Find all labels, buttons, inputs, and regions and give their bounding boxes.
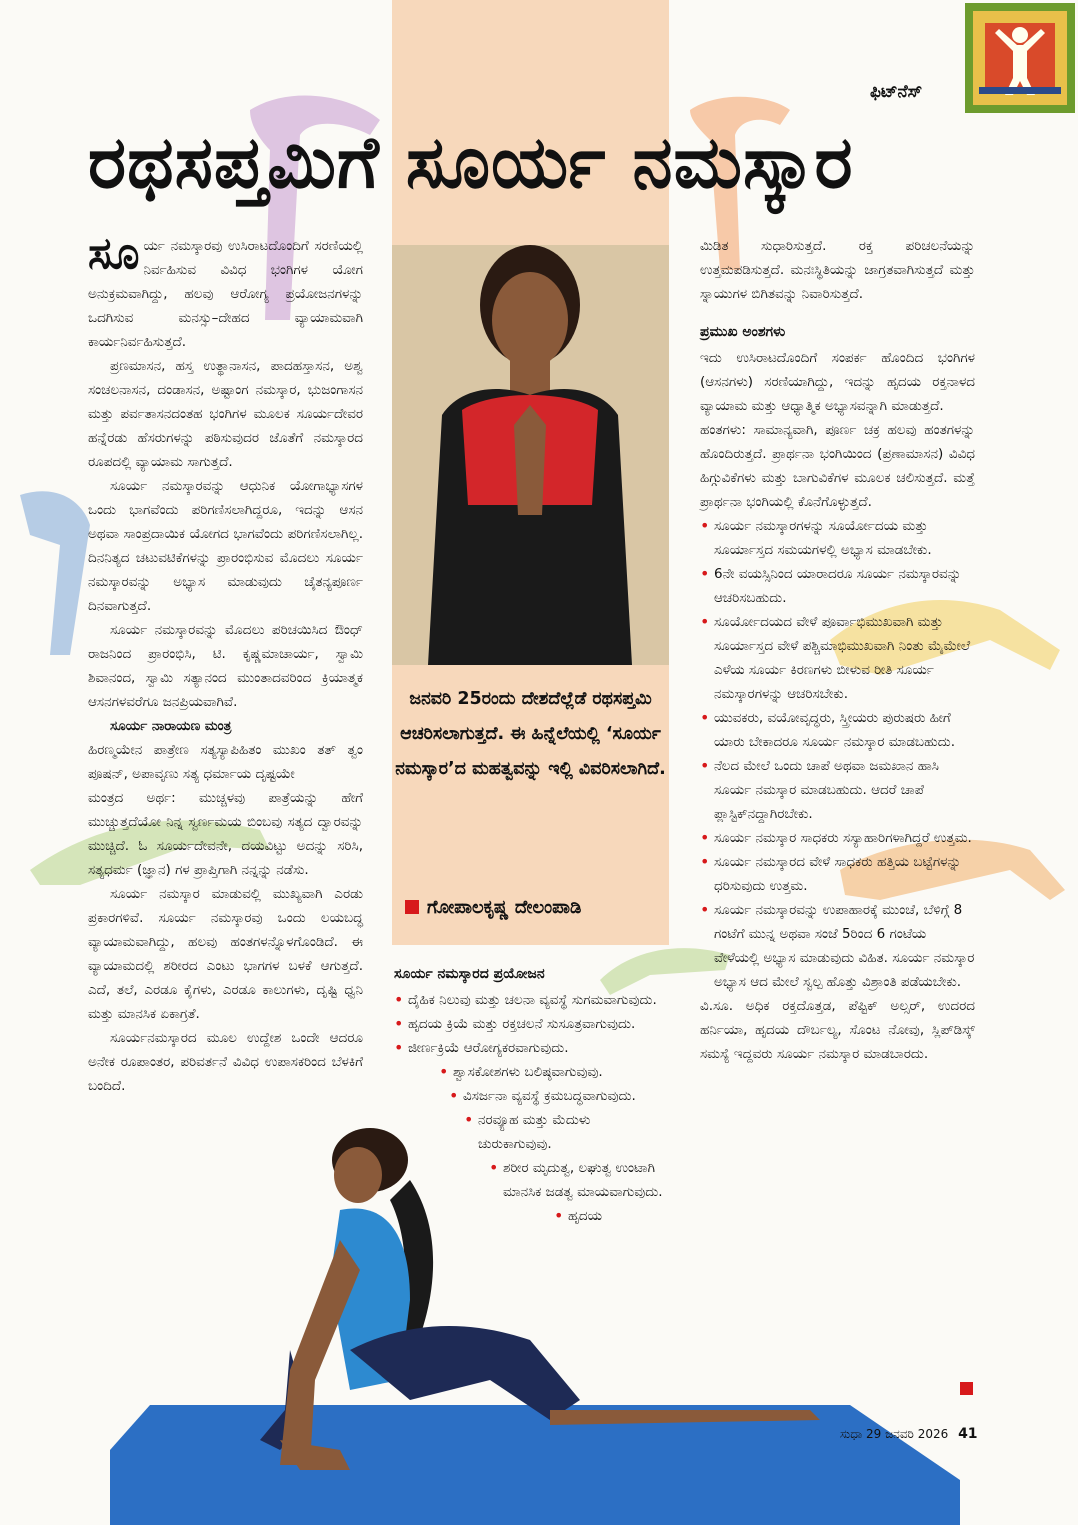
paragraph: ಪ್ರಣಮಾಸನ, ಹಸ್ತ ಉತ್ಥಾನಾಸನ, ಪಾದಹಸ್ತಾಸನ, ಅಶ್ವ ಸಂಚಲನಾಸನ, ದಂಡಾಸನ, ಅಷ್ಟಾಂಗ ನಮಸ್ಕಾರ, ಭುಜಂಗಾಸನ ಮತ್ತು ಪರ್ವತಾಸನದಂತಹ ಭಂಗಿಗಳ ಮೂಲಕ ಸೂರ್ಯದೇವರ ಹನ್ನೆರಡು ಹೆಸರುಗಳನ್ನು ಪಠಿಸುವುದರ ಜೊತೆಗೆ ನಮಸ್ಕಾರದ ರೂಪದಲ್ಲಿ ವ್ಯಾಯಾಮ ಸಾಗುತ್ತದೆ. xyxy=(88,358,363,470)
byline-marker xyxy=(405,900,419,914)
byline xyxy=(405,897,581,918)
list-item: • ಶ್ವಾಸಕೋಶಗಳು ಬಲಿಷ್ಠವಾಗುವುವು. xyxy=(439,1060,664,1084)
fitness-logo xyxy=(965,3,1075,113)
portrait-photo xyxy=(392,245,669,665)
lead-paragraph: ಸೂರ್ಯ ನಮಸ್ಕಾರವು ಉಸಿರಾಟದೊಂದಿಗೆ ಸರಣಿಯಲ್ಲಿ ನಿರ್ವಹಿಸುವ ವಿವಿಧ ಭಂಗಿಗಳ ಯೋಗ ಅನುಕ್ರಮವಾಗಿದ್ದು, ಹಲವು ಆರೋಗ್ಯ ಪ್ರಯೋಜನಗಳನ್ನು ಒದಗಿಸುವ ಮನಸ್ಸು–ದೇಹದ ವ್ಯಾಯಾಮವಾಗಿ ಕಾರ್ಯನಿರ್ವಹಿಸುತ್ತದೆ. xyxy=(88,228,363,350)
paragraph: ಸೂರ್ಯ ನಮಸ್ಕಾರವನ್ನು ಆಧುನಿಕ ಯೋಗಾಭ್ಯಾಸಗಳ ಒಂದು ಭಾಗವೆಂದು ಪರಿಗಣಿಸಲಾಗಿದ್ದರೂ, ಇದನ್ನು ಆಸನ ಅಥವಾ ಸಾಂಪ್ರದಾಯಿಕ ಯೋಗದ ಭಾಗವೆಂದು ಪರಿಗಣಿಸಲಾಗಿಲ್ಲ. ದಿನನಿತ್ಯದ ಚಟುವಟಿಕೆಗಳನ್ನು ಪ್ರಾರಂಭಿಸುವ ಮೊದಲು ಸೂರ್ಯ ನಮಸ್ಕಾರವನ್ನು ಅಭ್ಯಾಸ ಮಾಡುವುದು ಚೈತನ್ಯಪೂರ್ಣ ದಿನವಾಗುತ್ತದೆ. xyxy=(88,478,363,614)
benefits-heading: ಸೂರ್ಯ ನಮಸ್ಕಾರದ ಪ್ರಯೋಜನ xyxy=(394,966,545,982)
list-item: • ಸೂರ್ಯೋದಯದ ವೇಳೆ ಪೂರ್ವಾಭಿಮುಖವಾಗಿ ಮತ್ತು ಸೂರ್ಯಾಸ್ತದ ವೇಳೆ ಪಶ್ಚಿಮಾಭಿಮುಖವಾಗಿ ನಿಂತು ಮೈಮೇಲೆ ಎಳೆಯ ಸೂರ್ಯ ಕಿರಣಗಳು ಬೀಳುವ ರೀತಿ ಸೂರ್ಯ ನಮಸ್ಕಾರಗಳನ್ನು ಆಚರಿಸಬೇಕು. xyxy=(700,610,975,706)
article-column-3 xyxy=(700,234,975,1066)
list-item: • ಸೂರ್ಯ ನಮಸ್ಕಾರದ ವೇಳೆ ಸಾಧಕರು ಹತ್ತಿಯ ಬಟ್ಟೆಗಳನ್ನು ಧರಿಸುವುದು ಉತ್ತಮ. xyxy=(700,850,975,898)
yoga-silhouette-blue xyxy=(10,485,100,665)
list-item: • ಸೂರ್ಯ ನಮಸ್ಕಾರ ಸಾಧಕರು ಸಸ್ಯಾಹಾರಿಗಳಾಗಿದ್ದರೆ ಉತ್ತಮ. xyxy=(700,826,975,850)
list-item: • 6ನೇ ವಯಸ್ಸಿನಿಂದ ಯಾರಾದರೂ ಸೂರ್ಯ ನಮಸ್ಕಾರವನ್ನು ಆಚರಿಸಬಹುದು. xyxy=(700,562,975,610)
list-item: • ನರವ್ಯೂಹ ಮತ್ತು ಮೆದುಳು ಚುರುಕಾಗುವುವು. xyxy=(464,1108,664,1156)
page-footer xyxy=(840,1426,978,1442)
section-label: ಫಿಟ್‌ನೆಸ್ xyxy=(870,82,923,102)
issue-date: 29 ಜನವರಿ 2026 xyxy=(866,1427,949,1441)
list-item: • ಸೂರ್ಯ ನಮಸ್ಕಾರವನ್ನು ಉಪಾಹಾರಕ್ಕೆ ಮುಂಚೆ, ಬೆಳಿಗ್ಗೆ 8 ಗಂಟೆಗೆ ಮುನ್ನ ಅಥವಾ ಸಂಜೆ 5ರಿಂದ 6 ಗಂಟೆಯ ವೇಳೆಯಲ್ಲಿ ಅಭ್ಯಾಸ ಮಾಡುವುದು ವಿಹಿತ. ಸೂರ್ಯ ನಮಸ್ಕಾರ ಅಭ್ಯಾಸ ಆದ ಮೇಲೆ ಸ್ವಲ್ಪ ಹೊತ್ತು ವಿಶ್ರಾಂತಿ ಪಡೆಯಬೇಕು. xyxy=(700,898,975,994)
paragraph: ಸೂರ್ಯ ನಮಸ್ಕಾರ ಮಾಡುವಲ್ಲಿ ಮುಖ್ಯವಾಗಿ ಎರಡು ಪ್ರಕಾರಗಳಿವೆ. ಸೂರ್ಯ ನಮಸ್ಕಾರವು ಒಂದು ಲಯಬದ್ಧ ವ್ಯಾಯಾಮವಾಗಿದ್ದು, ಹಲವು ಹಂತಗಳನ್ನೊಳಗೊಂಡಿದೆ. ಈ ವ್ಯಾಯಾಮದಲ್ಲಿ ಶರೀರದ ಎಂಟು ಭಾಗಗಳ ಬಳಕೆ ಆಗುತ್ತದೆ. ಎದೆ, ತಲೆ, ಎರಡೂ ಕೈಗಳು, ಎರಡೂ ಕಾಲುಗಳು, ದೃಷ್ಟಿ ಧ್ವನಿ ಮತ್ತು ಮಾನಸಿಕ ಏಕಾಗ್ರತೆ. xyxy=(88,886,363,1022)
end-marker xyxy=(960,1382,973,1395)
mantra-heading: ಸೂರ್ಯ ನಾರಾಯಣ ಮಂತ್ರ xyxy=(110,718,232,734)
lunge-pose-photo xyxy=(110,1120,960,1525)
author-name: ಗೋಪಾಲಕೃಷ್ಣ ದೇಲಂಪಾಡಿ xyxy=(427,897,582,918)
key-points-list xyxy=(700,514,975,994)
list-item: • ಯುವಕರು, ವಯೋವೃದ್ಧರು, ಸ್ತ್ರೀಯರು ಪುರುಷರು ಹೀಗೆ ಯಾರು ಬೇಕಾದರೂ ಸೂರ್ಯ ನಮಸ್ಕಾರ ಮಾಡಬಹುದು. xyxy=(700,706,975,754)
list-item: • ನೆಲದ ಮೇಲೆ ಒಂದು ಚಾಪೆ ಅಥವಾ ಜಮಖಾನ ಹಾಸಿ ಸೂರ್ಯ ನಮಸ್ಕಾರ ಮಾಡಬಹುದು. ಆದರೆ ಚಾಪೆ ಪ್ಲಾಸ್ಟಿಕ್‌ನದ್ದಾಗಿರಬೇಕು. xyxy=(700,754,975,826)
list-item: • ವಿಸರ್ಜನಾ ವ್ಯವಸ್ಥೆ ಕ್ರಮಬದ್ಧವಾಗುವುದು. xyxy=(449,1084,664,1108)
key-points-heading: ಪ್ರಮುಖ ಅಂಶಗಳು xyxy=(700,324,786,340)
list-item: • ಹೃದಯ xyxy=(554,1204,664,1228)
standfirst: ಜನವರಿ 25ರಂದು ದೇಶದೆಲ್ಲೆಡೆ ರಥಸಪ್ತಮಿ ಆಚರಿಸಲಾಗುತ್ತದೆ. ಈ ಹಿನ್ನೆಲೆಯಲ್ಲಿ ‘ಸೂರ್ಯ ನಮಸ್ಕಾರ’ದ ಮಹತ್ವವನ್ನು ಇಲ್ಲಿ ವಿವರಿಸಲಾಗಿದೆ. xyxy=(395,689,666,779)
list-item: • ಸೂರ್ಯ ನಮಸ್ಕಾರಗಳನ್ನು ಸೂರ್ಯೋದಯ ಮತ್ತು ಸೂರ್ಯಾಸ್ತದ ಸಮಯಗಳಲ್ಲಿ ಅಭ್ಯಾಸ ಮಾಡಬೇಕು. xyxy=(700,514,975,562)
article-title: ರಥಸಪ್ತಮಿಗೆ ಸೂರ್ಯ ನಮಸ್ಕಾರ xyxy=(88,120,854,204)
magazine-name: ಸುಧಾ xyxy=(840,1427,863,1441)
list-item: • ದೈಹಿಕ ನಿಲುವು ಮತ್ತು ಚಲನಾ ವ್ಯವಸ್ಥೆ ಸುಗಮವಾಗುವುದು. xyxy=(394,988,664,1012)
caution-note: ವಿ.ಸೂ. ಅಧಿಕ ರಕ್ತದೊತ್ತಡ, ಪೆಪ್ಟಿಕ್ ಅಲ್ಸರ್, ಉದರದ ಹರ್ನಿಯಾ, ಹೃದಯ ದೌರ್ಬಲ್ಯ, ಸೊಂಟ ನೋವು, ಸ್ಲಿಪ್‌ಡಿಸ್ಕ್ ಸಮಸ್ಯೆ ಇದ್ದವರು ಸೂರ್ಯ ನಮಸ್ಕಾರ ಮಾಡಬಾರದು. xyxy=(700,998,975,1062)
paragraph: ಸೂರ್ಯನಮಸ್ಕಾರದ ಮೂಲ ಉದ್ದೇಶ ಒಂದೇ ಆದರೂ ಅನೇಕ ರೂಪಾಂತರ, ಪರಿವರ್ತನೆ ವಿವಿಧ ಉಪಾಸಕರಿಂದ ಬೆಳಕಿಗೆ ಬಂದಿದೆ. xyxy=(88,1030,363,1094)
page-number: 41 xyxy=(958,1426,978,1442)
paragraph: ಇದು ಉಸಿರಾಟದೊಂದಿಗೆ ಸಂಪರ್ಕ ಹೊಂದಿದ ಭಂಗಿಗಳ (ಆಸನಗಳು) ಸರಣಿಯಾಗಿದ್ದು, ಇದನ್ನು ಹೃದಯ ರಕ್ತನಾಳದ ವ್ಯಾಯಾಮ ಮತ್ತು ಆಧ್ಯಾತ್ಮಿಕ ಅಭ್ಯಾಸವನ್ನಾಗಿ ಮಾಡುತ್ತದೆ. xyxy=(700,350,975,414)
drop-cap: ಸೂ xyxy=(88,228,140,279)
paragraph: ಸೂರ್ಯ ನಮಸ್ಕಾರವನ್ನು ಮೊದಲು ಪರಿಚಯಿಸಿದ ಔಂಧ್ ರಾಜನಿಂದ ಪ್ರಾರಂಭಿಸಿ, ಟಿ. ಕೃಷ್ಣಮಾಚಾರ್ಯ, ಸ್ವಾಮಿ ಶಿವಾನಂದ, ಸ್ವಾಮಿ ಸತ್ಯಾನಂದ ಮುಂತಾದವರಿಂದ ಕ್ರಿಯಾತ್ಮಕ ಆಸನಗಳವರೆಗೂ ಜನಪ್ರಿಯವಾಗಿವೆ. xyxy=(88,622,363,710)
fitness-figure-icon xyxy=(965,3,1075,113)
article-column-1 xyxy=(88,228,363,1098)
list-item: • ಹೃದಯ ಕ್ರಿಯೆ ಮತ್ತು ರಕ್ತಚಲನೆ ಸುಸೂತ್ರವಾಗುವುದು. xyxy=(394,1012,664,1036)
paragraph: ಹಂತಗಳು: ಸಾಮಾನ್ಯವಾಗಿ, ಪೂರ್ಣ ಚಕ್ರ ಹಲವು ಹಂತಗಳನ್ನು ಹೊಂದಿರುತ್ತದೆ. ಪ್ರಾರ್ಥನಾ ಭಂಗಿಯಿಂದ (ಪ್ರಣಾಮಾಸನ) ವಿವಿಧ ಹಿಗ್ಗುವಿಕೆಗಳು ಮತ್ತು ಬಾಗುವಿಕೆಗಳ ಮೂಲಕ ಚಲಿಸುತ್ತದೆ. ಮತ್ತೆ ಪ್ರಾರ್ಥನಾ ಭಂಗಿಯಲ್ಲಿ ಕೊನೆಗೊಳ್ಳುತ್ತದೆ. xyxy=(700,422,975,510)
paragraph: ಮಿಡಿತ ಸುಧಾರಿಸುತ್ತದೆ. ರಕ್ತ ಪರಿಚಲನೆಯನ್ನು ಉತ್ತಮಪಡಿಸುತ್ತದೆ. ಮನಃಸ್ಥಿತಿಯನ್ನು ಜಾಗ್ರತವಾಗಿಸುತ್ತದೆ ಮತ್ತು ಸ್ನಾಯುಗಳ ಬಿಗಿತವನ್ನು ನಿವಾರಿಸುತ್ತದೆ. xyxy=(700,238,975,302)
list-item: • ಶರೀರ ಮೃದುತ್ವ, ಲಘುತ್ವ ಉಂಟಾಗಿ ಮಾನಸಿಕ ಜಡತ್ವ ಮಾಯವಾಗುವುದು. xyxy=(489,1156,664,1204)
list-item: • ಜೀರ್ಣಕ್ರಿಯೆ ಆರೋಗ್ಯಕರವಾಗುವುದು. xyxy=(394,1036,664,1060)
mantra-text: ಹಿರಣ್ಮಯೇನ ಪಾತ್ರೇಣ ಸತ್ಯಸ್ಯಾಪಿಹಿತಂ ಮುಖಂ ತತ್ ತ್ವಂ ಪೂಷನ್, ಅಪಾವೃಣು ಸತ್ಯ ಧರ್ಮಾಯ ದೃಷ್ಟಯೇ xyxy=(88,742,363,782)
mantra-meaning: ಮಂತ್ರದ ಅರ್ಥ: ಮುಚ್ಚಳವು ಪಾತ್ರೆಯನ್ನು ಹೇಗೆ ಮುಚ್ಚುತ್ತದೆಯೋ ನಿನ್ನ ಸ್ವರ್ಣಮಯ ಬಿಂಬವು ಸತ್ಯದ ದ್ವಾರವನ್ನು ಮುಚ್ಚಿದೆ. ಓ ಸೂರ್ಯದೇವನೇ, ದಯವಿಟ್ಟು ಅದನ್ನು ಸರಿಸಿ, ಸತ್ಯಧರ್ಮ (ಜ್ಞಾನ) ಗಳ ಪ್ರಾಪ್ತಿಗಾಗಿ ನನ್ನನ್ನು ನಡೆಸು. xyxy=(88,790,363,878)
